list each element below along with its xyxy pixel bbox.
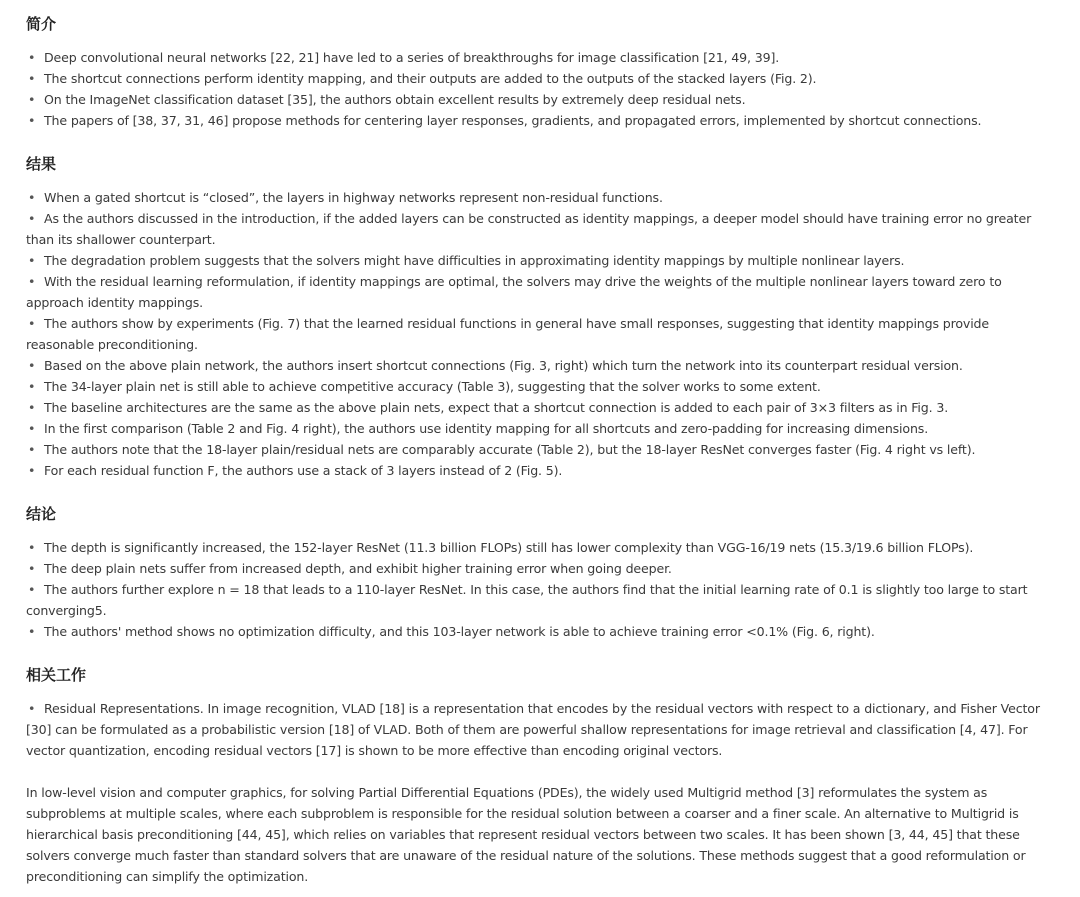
list-item-text: The papers of [38, 37, 31, 46] propose methods for centering layer responses, gradients, and propagated errors, implemented by shortcut connections.	[44, 113, 982, 128]
list-item	[26, 47, 1054, 68]
bullet-icon: •	[28, 561, 36, 576]
bullet-icon: •	[28, 316, 36, 331]
bullet-icon: •	[28, 358, 36, 373]
list-item	[26, 698, 1054, 761]
list-item-text: The 34-layer plain net is still able to achieve competitive accuracy (Table 3), suggesting that the solver works to some extent.	[44, 379, 821, 394]
bullet-list-intro	[26, 47, 1054, 131]
bullet-icon: •	[28, 400, 36, 415]
list-item-text: In the first comparison (Table 2 and Fig. 4 right), the authors use identity mapping for all shortcuts and zero-padding for increasing dimensions.	[44, 421, 929, 436]
list-item-text: The baseline architectures are the same as the above plain nets, expect that a shortcut connection is added to each pair of 3×3 filters as in Fig. 3.	[44, 400, 949, 415]
bullet-icon: •	[28, 113, 36, 128]
list-item	[26, 621, 1054, 642]
bullet-icon: •	[28, 701, 36, 716]
section-title-related: 相关工作	[26, 666, 87, 684]
list-item-text: Residual Representations. In image recognition, VLAD [18] is a representation that encodes by the residual vectors with respect to a dictionary, and Fisher Vector [30] can be formulated as a probabilistic version [18] of VLAD. Both of them are powerful shallow representations for image retrieval and classification [4, 47]. For vector quantization, encoding residual vectors [17] is shown to be more effective than encoding original vectors.	[26, 701, 1040, 758]
list-item-text: The deep plain nets suffer from increased depth, and exhibit higher training error when going deeper.	[44, 561, 672, 576]
list-item-text: Deep convolutional neural networks [22, 21] have led to a series of breakthroughs for image classification [21, 49, 39].	[44, 50, 780, 65]
section-results	[26, 154, 1054, 481]
bullet-icon: •	[28, 92, 36, 107]
list-item	[26, 187, 1054, 208]
list-item-text: The authors further explore n = 18 that leads to a 110-layer ResNet. In this case, the authors find that the initial learning rate of 0.1 is slightly too large to start converging5.	[26, 582, 1028, 618]
section-related	[26, 665, 1054, 887]
list-item-text: The authors show by experiments (Fig. 7) that the learned residual functions in general have small responses, suggesting that identity mappings provide reasonable preconditioning.	[26, 316, 989, 352]
list-item	[26, 376, 1054, 397]
list-item-text: The authors' method shows no optimization difficulty, and this 103-layer network is able to achieve training error <0.1% (Fig. 6, right).	[44, 624, 875, 639]
bullet-icon: •	[28, 379, 36, 394]
list-item	[26, 313, 1054, 355]
list-item	[26, 579, 1054, 621]
list-item-text: Based on the above plain network, the authors insert shortcut connections (Fig. 3, right) which turn the network into its counterpart residual version.	[44, 358, 963, 373]
paragraph-gap	[26, 761, 1054, 782]
bullet-icon: •	[28, 442, 36, 457]
list-item-text: For each residual function F, the authors use a stack of 3 layers instead of 2 (Fig. 5).	[44, 463, 563, 478]
list-item	[26, 355, 1054, 376]
list-item	[26, 89, 1054, 110]
section-title-results: 结果	[26, 155, 57, 173]
list-item-text: The depth is significantly increased, the 152-layer ResNet (11.3 billion FLOPs) still has lower complexity than VGG-16/19 nets (15.3/19.6 billion FLOPs).	[44, 540, 974, 555]
related-paragraph: In low-level vision and computer graphics, for solving Partial Differential Equations (PDEs), the widely used Multigrid method [3] reformulates the system as subproblems at multiple scales, where each subproblem is responsible for the residual solution between a coarser and a finer scale. An alternative to Multigrid is hierarchical basis preconditioning [44, 45], which relies on variables that represent residual vectors between two scales. It has been shown [3, 44, 45] that these solvers converge much faster than standard solvers that are unaware of the residual nature of the solutions. These methods suggest that a good reformulation or preconditioning can simplify the optimization.	[26, 785, 1026, 884]
section-title-intro: 简介	[26, 15, 57, 33]
list-item	[26, 397, 1054, 418]
section-conclusion	[26, 504, 1054, 642]
bullet-icon: •	[28, 421, 36, 436]
bullet-icon: •	[28, 71, 36, 86]
bullet-icon: •	[28, 211, 36, 226]
list-item	[26, 110, 1054, 131]
bullet-icon: •	[28, 253, 36, 268]
list-item-text: On the ImageNet classification dataset [35], the authors obtain excellent results by extremely deep residual nets.	[44, 92, 746, 107]
bullet-icon: •	[28, 274, 36, 289]
bullet-icon: •	[28, 582, 36, 597]
bullet-icon: •	[28, 190, 36, 205]
bullet-icon: •	[28, 463, 36, 478]
list-item	[26, 537, 1054, 558]
list-item-text: When a gated shortcut is “closed”, the layers in highway networks represent non-residual functions.	[44, 190, 663, 205]
list-item-text: As the authors discussed in the introduction, if the added layers can be constructed as identity mappings, a deeper model should have training error no greater than its shallower counterpart.	[26, 211, 1032, 247]
bullet-icon: •	[28, 624, 36, 639]
list-item	[26, 439, 1054, 460]
list-item-text: The shortcut connections perform identity mapping, and their outputs are added to the outputs of the stacked layers (Fig. 2).	[44, 71, 817, 86]
list-item-text: The authors note that the 18-layer plain/residual nets are comparably accurate (Table 2), but the 18-layer ResNet converges faster (Fig. 4 right vs left).	[44, 442, 976, 457]
section-title-conclusion: 结论	[26, 505, 57, 523]
list-item	[26, 208, 1054, 250]
bullet-icon: •	[28, 540, 36, 555]
bullet-list-conclusion	[26, 537, 1054, 642]
bullet-list-related	[26, 698, 1054, 761]
bullet-icon: •	[28, 50, 36, 65]
section-intro	[26, 14, 1054, 131]
list-item	[26, 68, 1054, 89]
list-item-text: With the residual learning reformulation, if identity mappings are optimal, the solvers may drive the weights of the multiple nonlinear layers toward zero to approach identity mappings.	[26, 274, 1002, 310]
list-item	[26, 558, 1054, 579]
list-item-text: The degradation problem suggests that the solvers might have difficulties in approximating identity mappings by multiple nonlinear layers.	[44, 253, 905, 268]
list-item	[26, 250, 1054, 271]
list-item	[26, 271, 1054, 313]
list-item	[26, 460, 1054, 481]
list-item	[26, 418, 1054, 439]
bullet-list-results	[26, 187, 1054, 481]
